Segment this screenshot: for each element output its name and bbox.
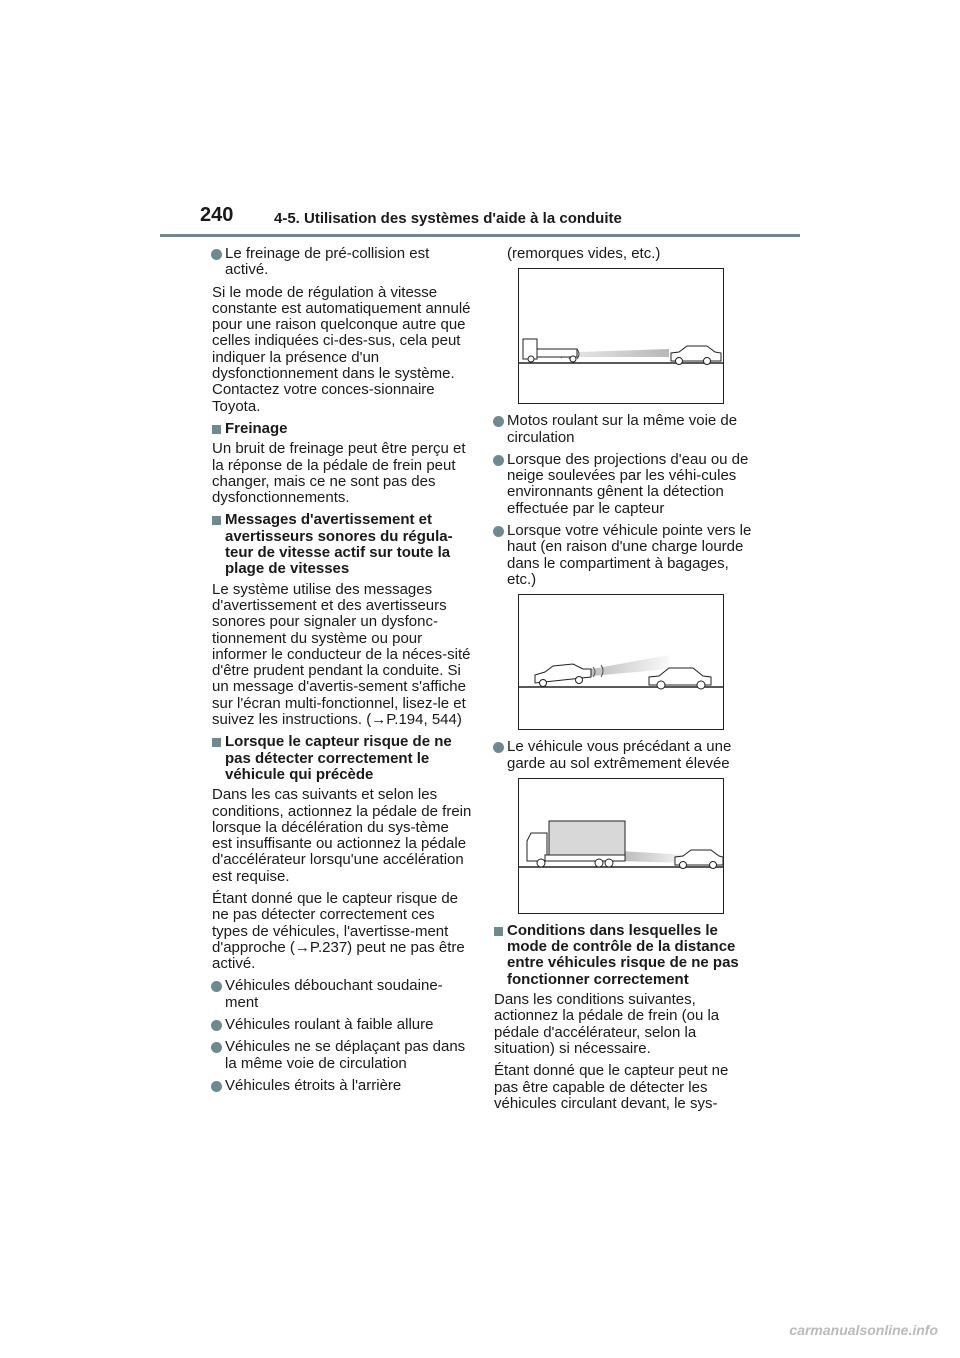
subheading: Messages d'avertissement et avertisseurs sonores du régula-teur de vitesse actif sur toute la plage de vitesses (212, 512, 472, 577)
bullet-icon (211, 981, 222, 992)
square-bullet-icon (212, 738, 221, 747)
bullet-icon (211, 1081, 222, 1092)
bullet-icon (493, 742, 504, 753)
paragraph: (remorques vides, etc.) (507, 245, 661, 262)
subheading: Freinage (212, 421, 472, 437)
subheading: Lorsque le capteur risque de ne pas détecter correctement le véhicule qui précède (212, 734, 472, 783)
illustration-empty-trailer (518, 268, 724, 404)
bullet-icon (211, 249, 222, 260)
bullet-icon (493, 416, 504, 427)
bullet-item: Le freinage de pré-collision est activé. (212, 246, 472, 279)
watermark: carmanualsonline.info (789, 1322, 938, 1338)
bullet-icon (493, 526, 504, 537)
paragraph: Le système utilise des messages d'avertissement et des avertisseurs sonores pour signaler un dysfonc-tionnement du système ou pour informer le conducteur de la néces-sité d'être prudent pendant la conduite. Si un message d'avertis-sement s'affiche sur l'écran multi-fonctionnel, lisez-le et suivez les instructions. (→P.194, 544) (212, 580, 471, 729)
page-number: 240 (200, 204, 234, 226)
bullet-icon (211, 1020, 222, 1031)
bullet-icon (493, 455, 504, 466)
illustration-vehicle-pointing-up (518, 594, 724, 730)
paragraph: Dans les cas suivants et selon les conditions, actionnez la pédale de frein lorsque la décélération du sys-tème est insuffisante ou actionnez la pédale d'accélérateur lorsqu'une accélération est requise. (212, 786, 472, 885)
bullet-item: Motos roulant sur la même voie de circulation (494, 413, 754, 446)
bullet-icon (211, 1042, 222, 1053)
square-bullet-icon (212, 425, 221, 434)
square-bullet-icon (494, 927, 503, 936)
paragraph: Si le mode de régulation à vitesse constante est automatiquement annulé pour une raison quelconque autre que celles indiquées ci-des-sus, cela peut indiquer la présence d'un dysfonctionnement dans le système. Contactez votre conces-sionnaire Toyota. (212, 283, 471, 415)
header-rule (160, 234, 800, 237)
section-title: 4-5. Utilisation des systèmes d'aide à la conduite (274, 210, 622, 227)
trailer-car-illustration (519, 269, 723, 403)
page-header (160, 204, 800, 236)
paragraph: Étant donné que le capteur peut ne pas être capable de détecter les véhicules circulant devant, le sys- (494, 1062, 729, 1112)
subheading: Conditions dans lesquelles le mode de contrôle de la distance entre véhicules risque de ne pas fonctionner correctement (494, 923, 754, 988)
truck-car-illustration (519, 779, 723, 913)
bullet-item: Véhicules débouchant soudaine-ment (212, 978, 472, 1011)
illustration-high-ground-clearance (518, 778, 724, 914)
left-column (212, 246, 472, 1100)
bullet-item: Véhicules roulant à faible allure (212, 1017, 472, 1033)
bullet-item: Lorsque votre véhicule pointe vers le haut (en raison d'une charge lourde dans le compartiment à bagages, etc.) (494, 523, 754, 588)
paragraph: Étant donné que le capteur risque de ne pas détecter correctement ces types de véhicules, l'avertisse-ment d'approche (→P.237) peut ne pas être activé. (212, 889, 465, 973)
square-bullet-icon (212, 516, 221, 525)
bullet-item: Véhicules étroits à l'arrière (212, 1078, 472, 1094)
right-column (494, 246, 754, 1118)
paragraph: Un bruit de freinage peut être perçu et la réponse de la pédale de frein peut changer, mais ce ne sont pas des dysfonctionnements. (212, 440, 466, 507)
paragraph: Dans les conditions suivantes, actionnez la pédale de frein (ou la pédale d'accélérateur, selon la situation) si nécessaire. (494, 991, 720, 1057)
bullet-item: Véhicules ne se déplaçant pas dans la même voie de circulation (212, 1039, 472, 1072)
bullet-item: Lorsque des projections d'eau ou de neige soulevées par les véhi-cules environnants gênent la détection effectuée par le capteur (494, 452, 754, 517)
bullet-item: Le véhicule vous précédant a une garde au sol extrêmement élevée (494, 739, 754, 772)
pitched-car-illustration (519, 595, 723, 729)
